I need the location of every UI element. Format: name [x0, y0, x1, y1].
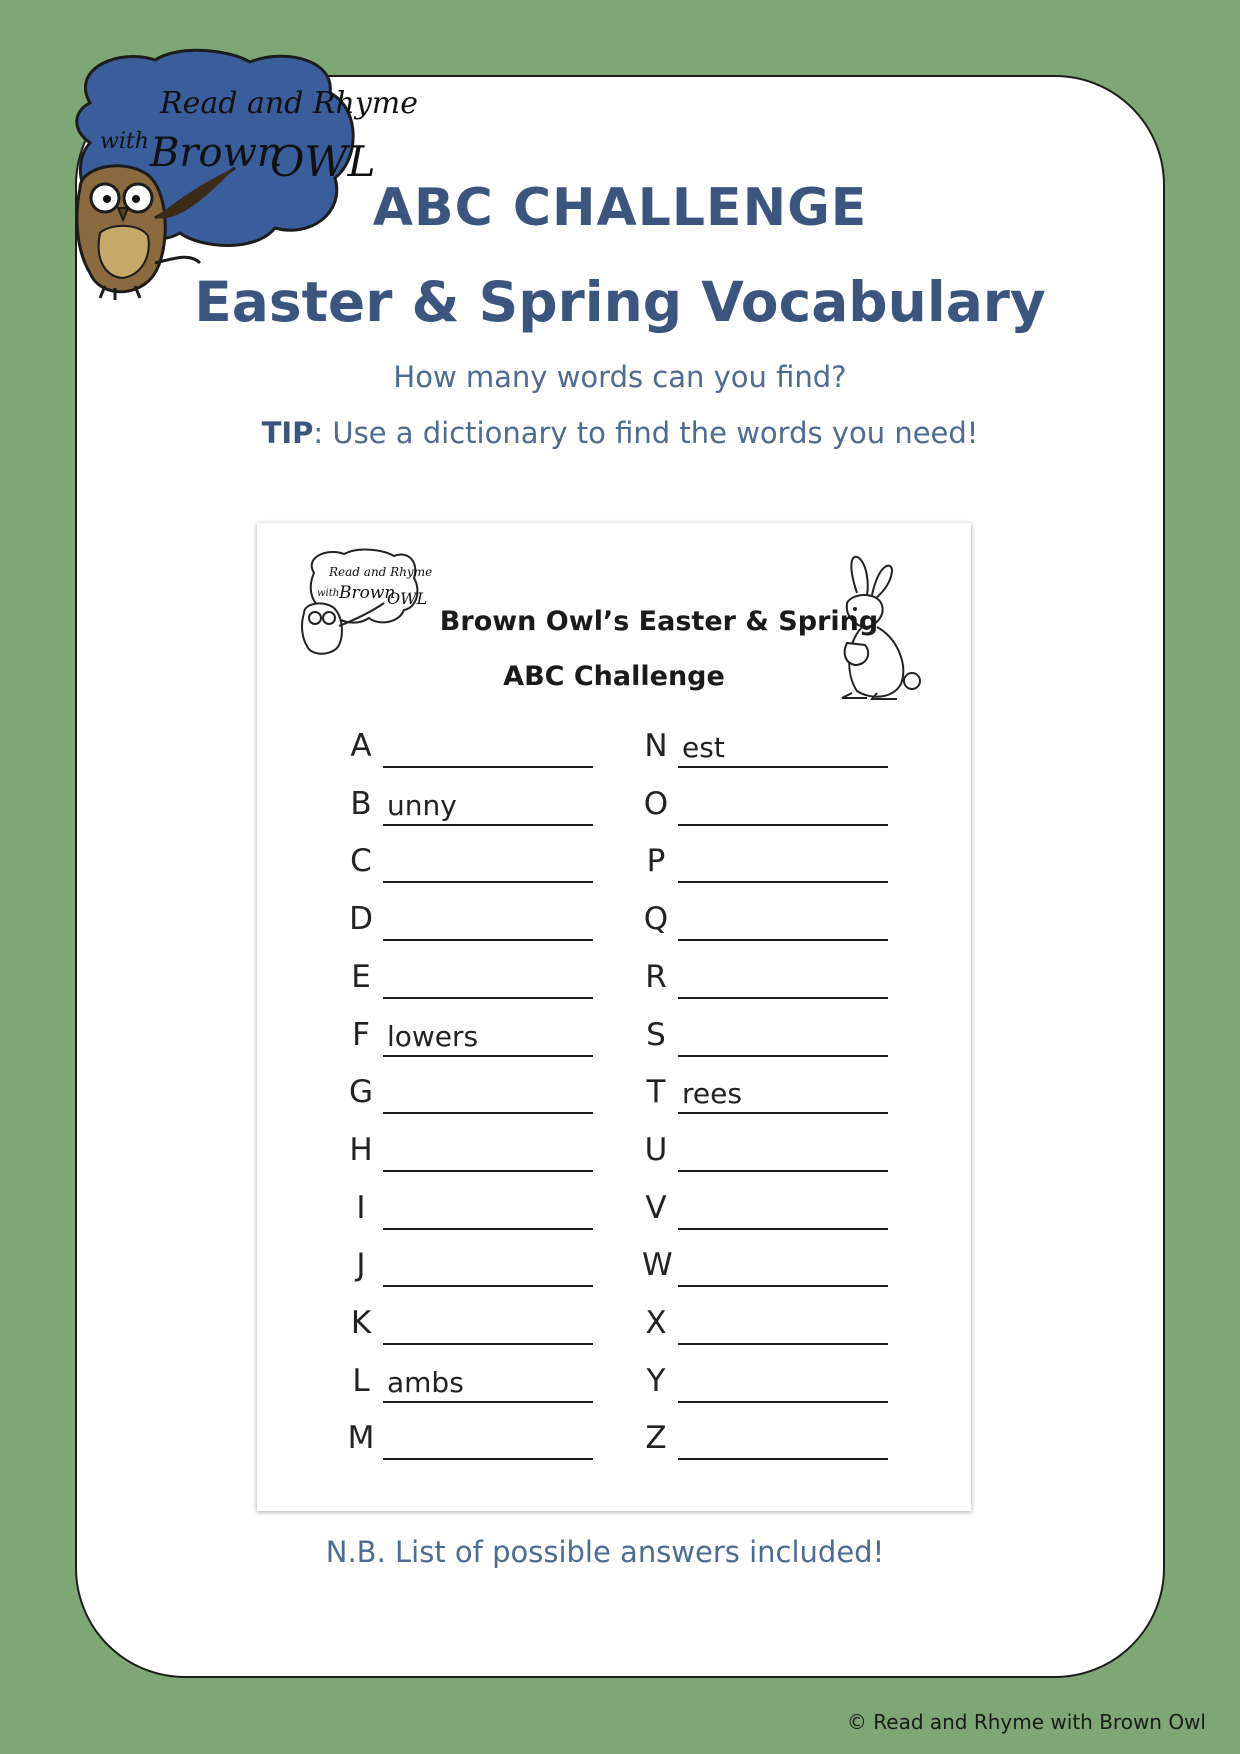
letter-row: [347, 1074, 597, 1116]
row-letter: K: [350, 1305, 372, 1341]
answer-line: [678, 903, 888, 941]
row-letter: A: [350, 728, 372, 764]
answer-line: [383, 1192, 593, 1230]
letter-row: [642, 1132, 892, 1174]
letter-row: [642, 1017, 892, 1059]
logo-text-line1: Read and Rhyme: [160, 86, 418, 121]
answer-line: [383, 1134, 593, 1172]
worksheet-preview: [257, 523, 971, 1511]
letter-row: [347, 728, 597, 770]
letter-row: [347, 1017, 597, 1059]
row-letter: E: [351, 958, 371, 995]
letter-row: [347, 1420, 597, 1462]
row-letter: T: [646, 1074, 666, 1111]
letter-row: [642, 1190, 892, 1232]
row-letter: I: [356, 1189, 366, 1226]
answer-line: [383, 903, 593, 941]
letter-row: [642, 1074, 892, 1116]
answer-text: unny: [387, 788, 457, 822]
letter-row: [642, 1363, 892, 1405]
row-letter: O: [643, 785, 669, 822]
page-title: ABC CHALLENGE: [372, 178, 868, 238]
letter-row: [642, 1305, 892, 1347]
answer-line: [678, 1019, 888, 1057]
letter-row: [347, 1247, 597, 1289]
row-letter: J: [356, 1247, 366, 1284]
row-letter: L: [352, 1362, 370, 1399]
row-letter: X: [645, 1305, 667, 1341]
row-letter: B: [350, 785, 372, 822]
row-letter: P: [646, 843, 666, 880]
answer-line: [383, 845, 593, 883]
letter-row: [642, 1420, 892, 1462]
letter-row: [347, 786, 597, 828]
row-letter: H: [349, 1131, 373, 1168]
tip-body: : Use a dictionary to find the words you need!: [313, 416, 979, 450]
row-letter: N: [644, 728, 668, 764]
row-letter: F: [352, 1016, 370, 1053]
row-letter: R: [645, 958, 667, 995]
row-letter: V: [645, 1189, 667, 1226]
row-letter: Z: [645, 1420, 667, 1457]
row-letter: S: [646, 1016, 666, 1053]
brown-owl-small-logo: [299, 548, 433, 658]
svg-text:OWL: OWL: [270, 137, 376, 186]
answer-line: [383, 730, 593, 768]
svg-text:OWL: OWL: [387, 589, 428, 608]
answer-line: [678, 1307, 888, 1345]
answer-line: [678, 961, 888, 999]
answer-text: rees: [682, 1077, 742, 1111]
letter-row: [347, 1363, 597, 1405]
letter-row: [642, 1247, 892, 1289]
answer-line: [383, 1076, 593, 1114]
letter-row: [642, 728, 892, 770]
svg-text:with: with: [100, 129, 149, 154]
row-letter: U: [644, 1131, 668, 1168]
row-letter: D: [349, 901, 373, 938]
row-letter: G: [348, 1074, 374, 1111]
svg-text:with: with: [317, 588, 340, 599]
letter-row: [347, 843, 597, 885]
svg-text:Brown: Brown: [339, 583, 396, 603]
answer-line: [383, 961, 593, 999]
svg-text:Read and Rhyme: Read and Rhyme: [329, 565, 433, 579]
tip-text: [0, 416, 1240, 450]
answer-line: [678, 788, 888, 826]
answer-text: est: [682, 731, 725, 764]
answer-line: [383, 1422, 593, 1460]
answer-line: [383, 1307, 593, 1345]
answer-text: ambs: [387, 1365, 464, 1399]
question-text: How many words can you find?: [393, 360, 847, 394]
letter-row: [347, 1132, 597, 1174]
answer-line: [678, 1134, 888, 1172]
letter-row: [347, 1305, 597, 1347]
page-subtitle: Easter & Spring Vocabulary: [194, 270, 1046, 334]
letter-row: [642, 901, 892, 943]
answer-line: [678, 845, 888, 883]
answer-line: [678, 1422, 888, 1460]
row-letter: Y: [646, 1362, 666, 1399]
worksheet-title: Brown Owl’s Easter & Spring: [439, 606, 879, 637]
answer-line: [383, 1249, 593, 1287]
row-letter: C: [350, 843, 372, 880]
letter-row: [347, 901, 597, 943]
svg-text:Brown: Brown: [150, 130, 283, 176]
row-letter: M: [347, 1420, 375, 1457]
answer-line: [678, 1249, 888, 1287]
answer-line: [678, 1365, 888, 1403]
letter-row: [642, 843, 892, 885]
answers-note: N.B. List of possible answers included!: [325, 1535, 885, 1569]
worksheet-subtitle: ABC Challenge: [503, 661, 725, 692]
letter-row: [642, 959, 892, 1001]
row-letter: Q: [643, 901, 669, 938]
row-letter: W: [642, 1247, 673, 1284]
answer-text: lowers: [387, 1019, 479, 1053]
tip-label: TIP: [261, 416, 314, 450]
copyright-text: © Read and Rhyme with Brown Owl: [846, 1710, 1206, 1734]
letter-row: [347, 959, 597, 1001]
letter-row: [642, 786, 892, 828]
answer-line: [678, 1192, 888, 1230]
letter-row: [347, 1190, 597, 1232]
